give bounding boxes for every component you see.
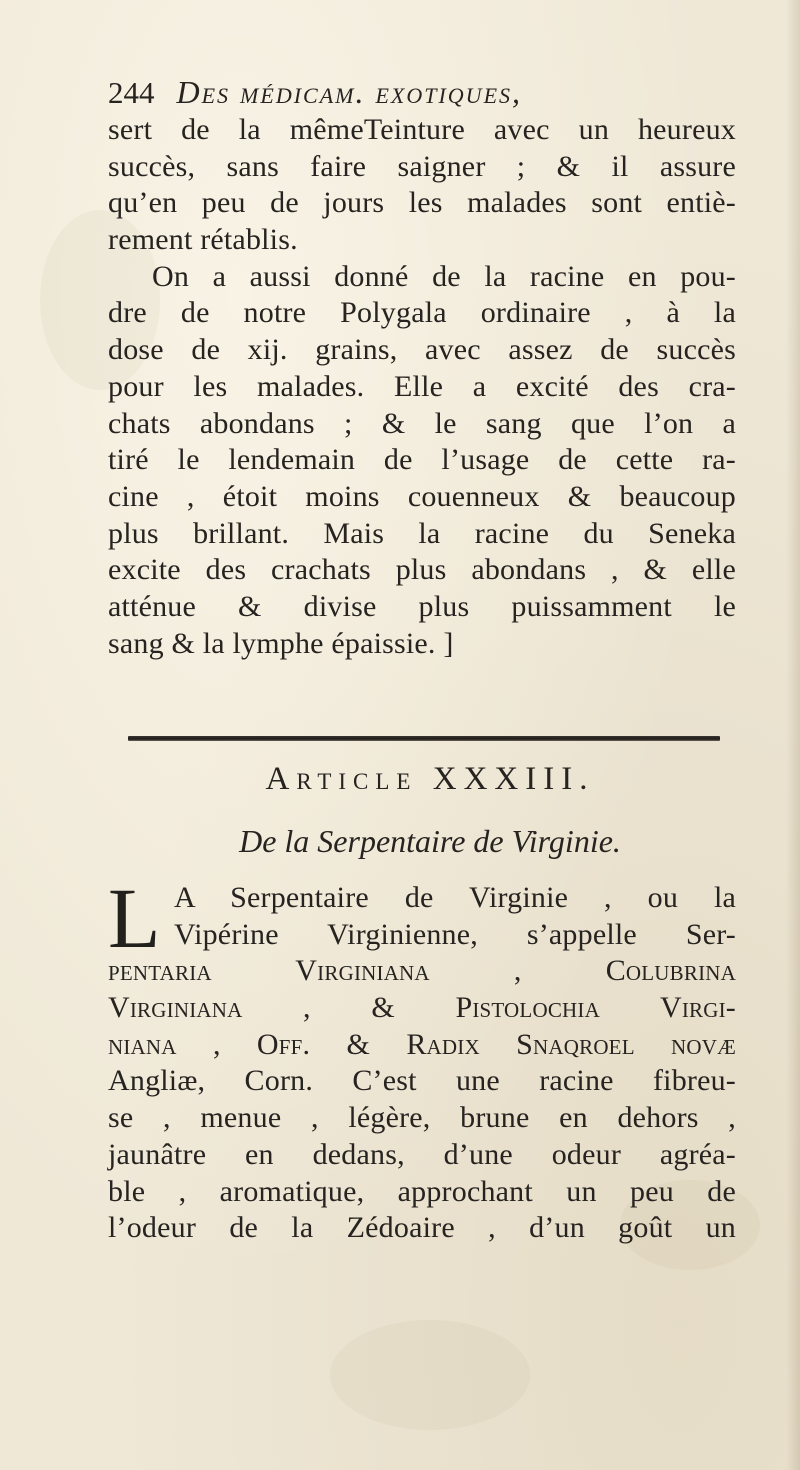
text-line: Angliæ, Corn. C’est une racine fibreu-	[108, 1064, 736, 1098]
text-line: rement rétablis.	[108, 223, 298, 257]
text-line: sert de la mêmeTeinture avec un heureux	[108, 113, 736, 146]
article-heading: Article XXXIII.	[265, 761, 595, 797]
text-line: dose de xij. grains, avec assez de succès	[108, 333, 736, 367]
text-line: jaunâtre en dedans, d’une odeur agréa-	[108, 1137, 736, 1171]
text-line: Virginiana , & Pistolochia Virgi-	[108, 991, 736, 1025]
text-line: sang & la lymphe épaissie. ]	[108, 626, 454, 660]
text-line: qu’en peu de jours les malades sont entiè-	[108, 186, 736, 220]
text-line: ble , aromatique, approchant un peu de	[108, 1174, 736, 1208]
text-line: atténue & divise plus puissamment le	[108, 589, 736, 623]
article-subtitle: De la Serpentaire de Virginie.	[239, 823, 621, 859]
page-number: 244	[108, 75, 155, 110]
running-header	[108, 70, 728, 114]
text-line: A Serpentaire de Virginie , ou la	[174, 881, 736, 914]
text-line: l’odeur de la Zédoaire , d’un goût un	[108, 1211, 736, 1245]
text-line: Vipérine Virginienne, s’appelle Ser-	[174, 917, 736, 951]
text-line: chats abondans ; & le sang que l’on a	[108, 406, 736, 440]
article-body	[108, 870, 736, 1247]
text-line: succès, sans faire saigner ; & il assure	[108, 149, 736, 183]
text-line: pentaria Virginiana , Colubrina	[108, 954, 736, 988]
text-line: dre de notre Polygala ordinaire , à la	[108, 296, 736, 330]
section-divider	[128, 736, 720, 741]
page-edge-shadow	[786, 0, 800, 1470]
text-line: plus brillant. Mais la racine du Seneka	[108, 516, 736, 550]
text-line: On a aussi donné de la racine en pou-	[152, 259, 736, 293]
text-line: se , menue , légère, brune en dehors ,	[108, 1101, 736, 1135]
paragraph-continuation	[108, 112, 736, 662]
running-title: Des médicam. exotiques,	[176, 74, 523, 110]
paper-stain	[330, 1320, 530, 1430]
drop-cap: L	[108, 870, 161, 966]
text-line: pour les malades. Elle a excité des cra-	[108, 369, 736, 403]
text-line: niana , Off. & Radix Snaqroel novæ	[108, 1027, 736, 1061]
text-line: tiré le lendemain de l’usage de cette ra-	[108, 443, 736, 477]
text-line: cine , étoit moins couenneux & beaucoup	[108, 479, 736, 513]
text-line: excite des crachats plus abondans , & elle	[108, 553, 736, 587]
